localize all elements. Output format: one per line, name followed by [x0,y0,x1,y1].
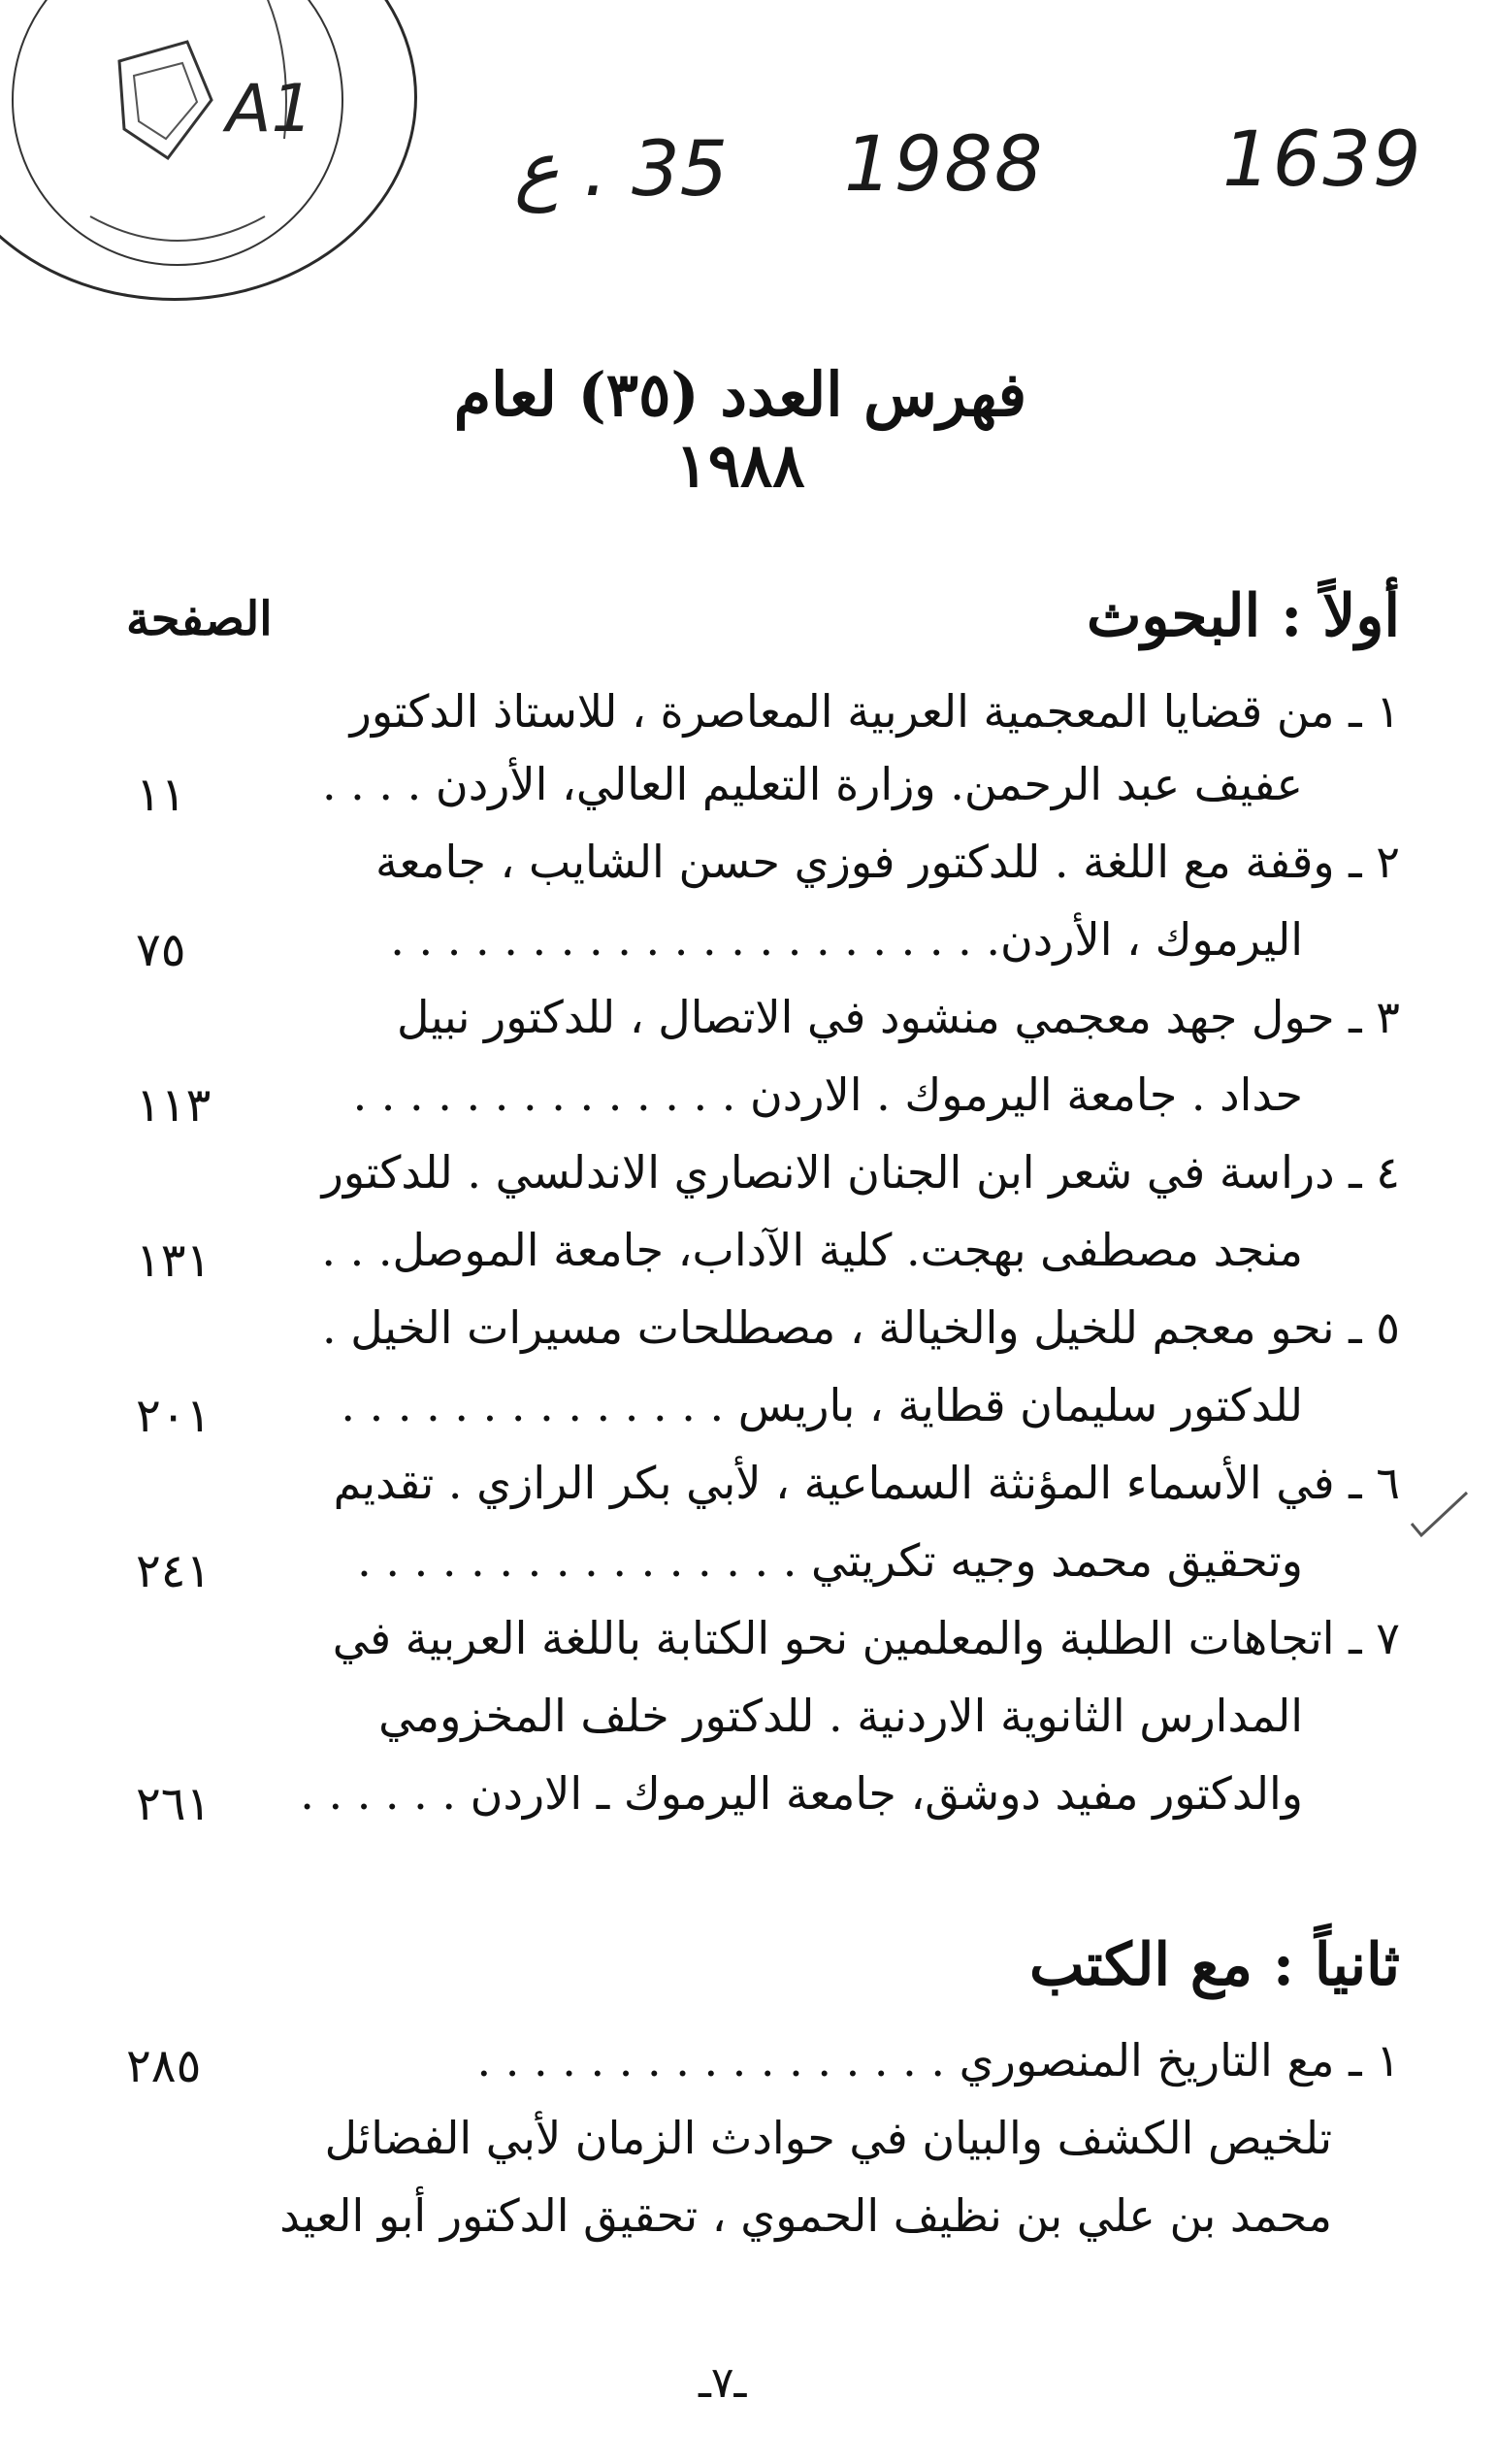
research-item-2-line-2: اليرموك ، الأردن. . . . . . . . . . . . . . . . . . . . . . [390,913,1303,966]
research-item-6-line-2: وتحقيق محمد وجيه تكريتي . . . . . . . . . . . . . . . . [357,1534,1303,1587]
page-title: فهرس العدد (٣٥) لعام ١٩٨٨ [453,359,1027,501]
section-heading-books: ثانياً : مع الكتب [1028,1931,1400,1999]
books-item-1-line-3: محمد بن علي بن نظيف الحموي ، تحقيق الدكتور أبو العيد [279,2189,1332,2242]
handwritten-serial: 1639 [1222,116,1423,204]
research-item-5-line-2: للدكتور سليمان قطاية ، باريس . . . . . . . . . . . . . . [341,1379,1303,1431]
books-item-1-line-2: تلخيص الكشف والبيان في حوادث الزمان لأبي الفضائل [324,2112,1332,2164]
research-item-6-line-1: ٦ ـ في الأسماء المؤنثة السماعية ، لأبي بكر الرازي . تقديم [333,1457,1400,1509]
research-item-3-page: ١١٣ [136,1078,212,1133]
section-heading-research: أولاً : البحوث [1086,582,1400,650]
research-item-7-line-1: ٧ ـ اتجاهات الطلبة والمعلمين نحو الكتابة باللغة العربية في [332,1612,1400,1664]
library-stamp [0,0,417,301]
research-item-6-page: ٢٤١ [136,1544,212,1598]
stamp-emblem-icon [0,0,420,304]
research-item-5-line-1: ٥ ـ نحو معجم للخيل والخيالة ، مصطلحات مسيرات الخيل . [322,1301,1400,1354]
research-item-2-page: ٧٥ [136,923,186,977]
research-item-1-page: ١١ [136,768,186,822]
books-item-1-page: ٢٨٥ [126,2039,202,2093]
research-item-1-line-2: عفيف عبد الرحمن. وزارة التعليم العالي، الأردن . . . . [321,758,1303,810]
research-item-1-line-1: ١ ـ من قضايا المعجمية العربية المعاصرة ، للاستاذ الدكتور [349,685,1400,738]
stamp-mark-text: A1 [226,71,313,148]
research-item-3-line-2: حداد . جامعة اليرموك . الاردن . . . . . . . . . . . . . . [352,1068,1303,1121]
page-column-label: الصفحة [126,592,273,646]
handwritten-year: 1988 [844,121,1045,209]
margin-tick-mark [1407,1485,1475,1543]
books-item-1-line-1: ١ ـ مع التاريخ المنصوري . . . . . . . . . . . . . . . . . [476,2034,1400,2086]
research-item-4-line-1: ٤ ـ دراسة في شعر ابن الجنان الانصاري الاندلسي . للدكتور [321,1146,1400,1199]
page-number: ـ٧ـ [699,2358,747,2408]
handwritten-issue-code: 35 . ع [514,126,729,214]
research-item-7-line-3: والدكتور مفيد دوشق، جامعة اليرموك ـ الاردن . . . . . . [300,1767,1303,1820]
research-item-5-page: ٢٠١ [136,1389,212,1443]
research-item-4-page: ١٣١ [136,1233,212,1288]
research-item-4-line-2: منجد مصطفى بهجت. كلية الآداب، جامعة الموصل. . . [321,1224,1303,1276]
research-item-2-line-1: ٢ ـ وقفة مع اللغة . للدكتور فوزي حسن الشايب ، جامعة [374,836,1400,888]
research-item-7-line-2: المدارس الثانوية الاردنية . للدكتور خلف المخزومي [378,1690,1303,1742]
research-item-7-page: ٢٦١ [136,1777,212,1831]
research-item-3-line-1: ٣ ـ حول جهد معجمي منشود في الاتصال ، للدكتور نبيل [397,991,1400,1043]
